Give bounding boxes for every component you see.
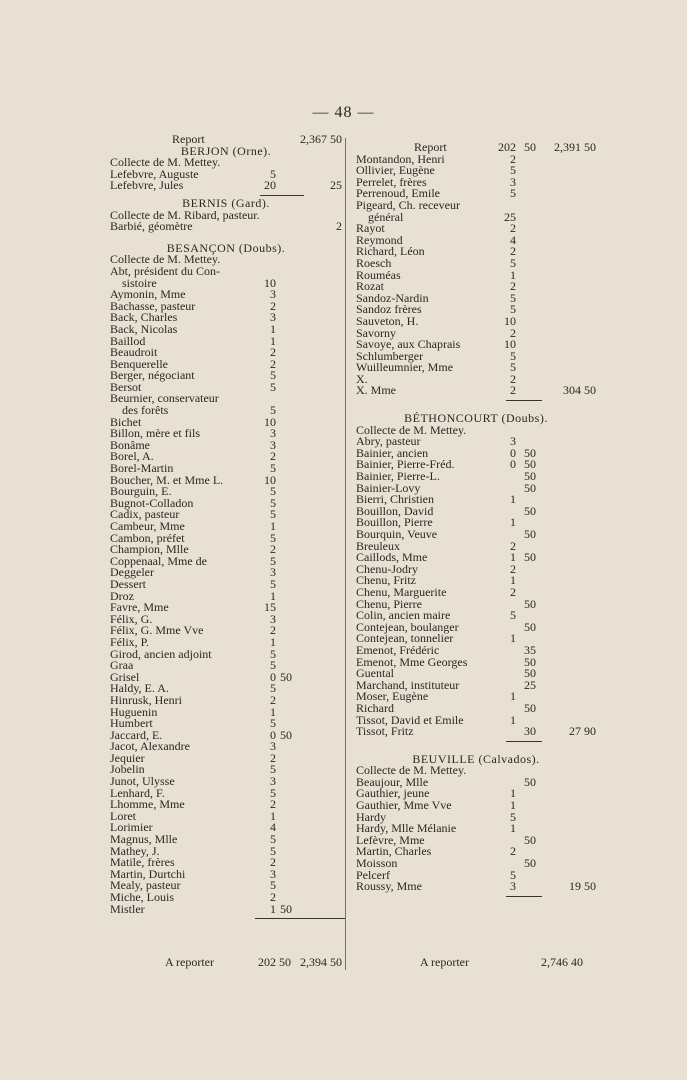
entry-name: Collecte de M. Mettey. [356,763,467,778]
entry-name: Report [414,140,447,154]
entry-name: X. Mme [356,383,396,398]
entry-name: Cambeur, Mme [110,519,185,533]
entry-francs: 1 [270,634,276,649]
entry-centimes: 50 [524,700,536,715]
entry-name: Champion, Mlle [110,542,189,557]
entry-name: Hinrusk, Henri [110,692,182,707]
entry-centimes: 50 [524,503,536,518]
entry-francs: 2 [270,890,276,904]
entry-name: Lefebvre, Jules [110,178,184,193]
entry-name: Chenu, Pierre [356,596,422,611]
entry-name: Jobelin [110,762,145,777]
entry-name: Aymonin, Mme [110,287,186,302]
entry-name: Lefebvre, Auguste [110,166,199,181]
entry-name: Bourguin, E. [110,484,172,499]
section-heading: BEUVILLE (Calvados). [412,751,540,766]
entry-centimes: 50 [524,457,536,472]
entry-subtotal: 2 [336,219,342,234]
entry-name: Rouméas [356,267,401,282]
entry-francs: 2 [270,692,276,707]
entry-name: Magnus, Mlle [110,832,178,847]
entry-francs: 5 [510,186,516,201]
page-number: — 48 — [312,104,375,121]
entry-francs: 202 [498,140,516,154]
entry-francs: 5 [510,302,516,317]
entry-subtotal: 27 90 [569,724,596,739]
entry-name: Hardy, Mlle Mélanie [356,821,457,836]
entry-name: Mathey, J. [110,843,160,858]
entry-francs: 0 [270,669,276,684]
entry-francs: 5 [270,368,276,383]
entry-francs: 2 [270,356,276,371]
entry-name: Benquerelle [110,356,168,371]
entry-name: Marchand, instituteur [356,677,460,692]
ledger-entry [356,209,596,224]
entry-name: Graa [110,658,134,673]
ledger-entry [356,858,596,870]
entry-francs: 1 [510,798,516,813]
entry-francs: 3 [270,310,276,325]
entry-name: Bainier, Pierre-Fréd. [356,457,455,472]
entry-francs: 3 [270,739,276,754]
entry-francs: 1 [510,492,516,507]
entry-name: Bouillon, David [356,503,434,518]
entry-name: Tissot, David et Emile [356,712,464,727]
entry-subtotal: 19 50 [569,879,596,894]
entry-name: Bachasse, pasteur [110,298,196,313]
entry-francs: 2 [510,244,516,259]
entry-name: Martin, Charles [356,844,432,859]
entry-name: Matile, frères [110,855,175,870]
entry-centimes: 50 [280,727,292,742]
section-heading: BERNIS (Gard). [182,195,270,210]
entry-francs: 5 [270,576,276,591]
entry-name: Perrelet, frères [356,174,427,189]
entry-name: sistoire [122,275,157,290]
entry-francs: 20 [264,178,276,193]
ledger-entry [356,246,596,258]
entry-name: Tissot, Fritz [356,724,414,739]
entry-francs: 2 [270,298,276,313]
entry-francs: 1 [270,808,276,823]
ledger-entry [110,370,342,382]
entry-francs: 5 [510,867,516,882]
entry-name: X. [356,371,368,386]
entry-name: Félix, G. Mme Vve [110,623,204,638]
entry-francs: 3 [510,879,516,894]
entry-centimes: 50 [524,832,536,847]
entry-name: Grisel [110,669,140,684]
section-heading: BERJON (Orne). [180,143,272,158]
entry-name: Colin, ancien maire [356,608,451,623]
ledger-entry [110,901,342,916]
entry-name: Barbié, géomètre [110,219,193,234]
entry-name: Huguenin [110,704,158,719]
entry-centimes: 50 [524,480,536,495]
entry-francs: 2 [270,623,276,638]
entry-name: Bainier-Lovy [356,480,421,495]
entry-francs: 10 [504,337,516,352]
entry-name: Back, Charles [110,310,178,325]
entry-francs: 1 [270,333,276,348]
ledger-entry [110,646,342,661]
entry-francs: 5 [270,762,276,777]
entry-francs: 5 [270,495,276,510]
entry-francs: 5 [270,166,276,181]
entry-centimes: 50 [524,140,536,154]
entry-centimes: 50 [280,901,292,916]
entry-name: Cadix, pasteur [110,507,180,522]
entry-name: Bersot [110,379,142,394]
entry-name: Favre, Mme [110,600,169,615]
total-rule [356,397,596,403]
entry-centimes: 50 [524,596,536,611]
entry-francs: 5 [510,348,516,363]
entry-francs: 5 [270,878,276,893]
entry-francs: 3 [270,426,276,441]
entry-centimes: 50 [524,469,536,484]
ledger-entry [356,385,596,397]
entry-name: Hardy [356,809,386,824]
section-heading: BESANÇON (Doubs). [166,240,286,255]
entry-name: Gauthier, Mme Vve [356,798,452,813]
entry-centimes: 50 [280,669,292,684]
total-rule [356,738,596,744]
entry-francs: 2 [510,844,516,859]
entry-francs: 2 [510,561,516,576]
entry-name: Perrenoud, Emile [356,186,440,201]
entry-name: Martin, Durtchi [110,866,186,881]
entry-francs: 2 [510,221,516,236]
ledger-entry [110,799,342,811]
entry-francs: 0 [270,727,276,742]
entry-francs: 3 [510,434,516,449]
entry-francs: 5 [270,403,276,418]
entry-name: Beaudroit [110,345,158,360]
ledger-entry [356,362,596,374]
entry-name: Richard, Léon [356,244,425,259]
entry-name: Reymond [356,232,403,247]
entry-name: Félix, P. [110,634,150,649]
ledger-entry [110,221,342,233]
entry-name: Borel, A. [110,449,154,464]
entry-name: Abry, pasteur [356,434,421,449]
entry-francs: 2 [270,345,276,360]
section-heading: BÉTHONCOURT (Doubs). [404,411,548,426]
entry-name: Beaujour, Mlle [356,774,429,789]
entry-name: Mistler [110,901,145,916]
entry-francs: 1 [270,588,276,603]
entry-centimes: 50 [524,550,536,565]
entry-subtotal: 2,367 50 [300,132,342,146]
footer-total: 2,394 50 [300,955,342,969]
entry-name: Rayot [356,221,385,236]
entry-francs: 10 [264,472,276,487]
entry-name: Dessert [110,576,146,591]
entry-francs: 5 [510,290,516,305]
entry-francs: 3 [270,565,276,580]
entry-name: Gauthier, jeune [356,786,430,801]
entry-subtotal: 25 [330,178,342,193]
entry-subtotal: 304 50 [563,383,596,398]
entry-name: Schlumberger [356,348,424,363]
entry-name: Collecte de M. Mettey. [356,422,467,437]
entry-name: Bonâme [110,437,150,452]
left-column [110,134,342,921]
entry-name: Miche, Louis [110,890,174,904]
footer-label: A reporter [420,955,469,969]
entry-francs: 2 [270,855,276,870]
ledger-entry [110,180,342,192]
entry-name: Roesch [356,255,392,270]
entry-francs: 5 [270,553,276,568]
entry-name: Chenu-Jodry [356,561,418,576]
entry-name: Coppenaal, Mme de [110,553,207,568]
entry-francs: 5 [510,809,516,824]
footer-subtotal: 202 50 [258,955,291,969]
entry-francs: 1 [510,631,516,646]
entry-name: Rozat [356,279,384,294]
entry-francs: 2 [270,797,276,812]
entry-name: Collecte de M. Mettey. [110,155,221,170]
entry-name: Bainier, ancien [356,445,429,460]
entry-francs: 1 [270,901,276,916]
ledger-entry [356,881,596,893]
entry-name: Back, Nicolas [110,321,178,336]
entry-name: Ollivier, Eugène [356,163,435,178]
entry-subtotal: 2,391 50 [554,140,596,154]
entry-francs: 1 [270,321,276,336]
entry-francs: 5 [270,658,276,673]
entry-francs: 1 [510,267,516,282]
entry-francs: 5 [510,255,516,270]
entry-francs: 1 [510,821,516,836]
entry-francs: 1 [510,573,516,588]
entry-name: Emenot, Mme Georges [356,654,468,669]
entry-francs: 2 [510,371,516,386]
entry-francs: 5 [270,785,276,800]
entry-name: Lhomme, Mme [110,797,185,812]
entry-name: Savoye, aux Chaprais [356,337,461,352]
entry-francs: 1 [270,704,276,719]
entry-francs: 2 [510,584,516,599]
ledger-entry [356,267,596,282]
entry-name: Lorimier [110,820,153,835]
entry-francs: 10 [504,313,516,328]
entry-francs: 4 [510,232,516,247]
entry-centimes: 30 [524,724,536,739]
entry-name: Jacot, Alexandre [110,739,190,754]
entry-francs: 10 [264,414,276,429]
entry-name: Humbert [110,716,153,731]
entry-name: Chenu, Fritz [356,573,416,588]
entry-name: Boucher, M. et Mme L. [110,472,224,487]
entry-francs: 2 [510,538,516,553]
entry-francs: 0 [510,445,516,460]
entry-francs: 5 [270,461,276,476]
entry-name: Borel-Martin [110,461,174,476]
total-rule [356,893,596,899]
column-divider [345,138,346,970]
entry-name: Beurnier, conservateur [110,391,219,406]
entry-name: Droz [110,588,134,603]
entry-name: Pigeard, Ch. receveur [356,197,460,212]
ledger-entry [356,726,596,738]
entry-centimes: 50 [524,445,536,460]
footer-label: A reporter [165,955,214,969]
entry-francs: 4 [270,820,276,835]
entry-francs: 2 [270,542,276,557]
entry-francs: 5 [270,507,276,522]
entry-name: Bierri, Christien [356,492,434,507]
entry-francs: 5 [270,379,276,394]
entry-francs: 2 [270,750,276,765]
entry-name: Collecte de M. Ribard, pasteur. [110,207,260,222]
entry-francs: 5 [270,681,276,696]
entry-centimes: 50 [524,666,536,681]
entry-name: Jequier [110,750,145,765]
entry-name: Pelcerf [356,867,390,882]
entry-name: Lefèvre, Mme [356,832,425,847]
entry-francs: 2 [510,279,516,294]
entry-francs: 1 [510,712,516,727]
entry-name: Baillod [110,333,146,348]
entry-francs: 0 [510,457,516,472]
entry-name: Guental [356,666,394,681]
entry-centimes: 50 [524,856,536,871]
entry-name: Cambon, préfet [110,530,185,545]
entry-francs: 5 [270,716,276,731]
entry-centimes: 25 [524,677,536,692]
ledger-entry [110,660,342,672]
entry-name: Contejean, boulanger [356,619,459,634]
entry-name: Junot, Ulysse [110,774,175,789]
entry-name: Bouillon, Pierre [356,515,433,530]
right-column [356,142,596,899]
entry-francs: 5 [270,530,276,545]
entry-name: général [368,209,404,224]
entry-francs: 3 [270,437,276,452]
entry-name: Bugnot-Colladon [110,495,194,510]
entry-francs: 2 [510,383,516,398]
entry-name: Richard [356,700,394,715]
entry-name: Jaccard, E. [110,727,163,742]
entry-francs: 1 [510,689,516,704]
entry-francs: 1 [510,515,516,530]
entry-name: Sandoz frères [356,302,422,317]
entry-name: Deggeler [110,565,154,580]
entry-name: des forêts [122,403,169,418]
entry-francs: 5 [270,646,276,661]
entry-name: Contejean, tonnelier [356,631,454,646]
entry-francs: 2 [510,325,516,340]
entry-name: Report [172,132,205,146]
footer-total: 2,746 40 [541,955,583,969]
entry-name: Sandoz-Nardin [356,290,429,305]
entry-name: Lenhard, F. [110,785,165,800]
entry-name: Haldy, E. A. [110,681,169,696]
entry-name: Berger, négociant [110,368,195,383]
entry-francs: 3 [270,774,276,789]
entry-francs: 5 [510,360,516,375]
entry-francs: 1 [510,786,516,801]
entry-name: Collecte de M. Mettey. [110,252,221,267]
entry-francs: 5 [510,163,516,178]
entry-francs: 1 [270,519,276,533]
entry-name: Billon, mère et fils [110,426,200,441]
entry-name: Bichet [110,414,142,429]
ledger-entry [110,892,342,904]
entry-name: Chenu, Marguerite [356,584,447,599]
entry-name: Savorny [356,325,396,340]
entry-francs: 1 [510,550,516,565]
entry-name: Abt, président du Con- [110,263,220,278]
entry-name: Girod, ancien adjoint [110,646,212,661]
entry-francs: 3 [270,611,276,626]
entry-name: Montandon, Henri [356,151,445,166]
entry-francs: 5 [270,832,276,847]
entry-francs: 10 [264,275,276,290]
entry-francs: 2 [270,449,276,464]
entry-name: Loret [110,808,136,823]
entry-francs: 5 [270,484,276,499]
ledger-entry [110,405,342,417]
entry-francs: 15 [264,600,276,615]
ledger-entry [356,800,596,812]
entry-name: Bainier, Pierre-L. [356,469,440,484]
entry-name: Wuilleumnier, Mme [356,360,454,375]
entry-name: Bourquin, Veuve [356,527,438,541]
ledger-entry [110,576,342,591]
entry-name: Moser, Eugène [356,689,429,704]
entry-centimes: 35 [524,642,536,657]
entry-name: Roussy, Mme [356,879,422,894]
entry-name: Moisson [356,856,398,871]
entry-name: Breuleux [356,538,400,553]
entry-centimes: 50 [524,619,536,634]
entry-francs: 2 [510,151,516,166]
entry-francs: 5 [270,843,276,858]
total-rule [110,915,342,921]
ledger-entry [110,750,342,765]
entry-centimes: 50 [524,774,536,789]
entry-name: Sauveton, H. [356,313,419,328]
ledger-entry [110,741,342,753]
entry-francs: 3 [270,866,276,881]
entry-francs: 5 [510,608,516,623]
entry-francs: 25 [504,209,516,224]
entry-francs: 3 [270,287,276,302]
entry-francs: 3 [510,174,516,189]
entry-name: Mealy, pasteur [110,878,181,893]
entry-name: Félix, G. [110,611,153,626]
entry-centimes: 50 [524,654,536,669]
entry-name: Emenot, Frédéric [356,642,440,657]
entry-name: Caillods, Mme [356,550,428,565]
entry-centimes: 50 [524,527,536,541]
